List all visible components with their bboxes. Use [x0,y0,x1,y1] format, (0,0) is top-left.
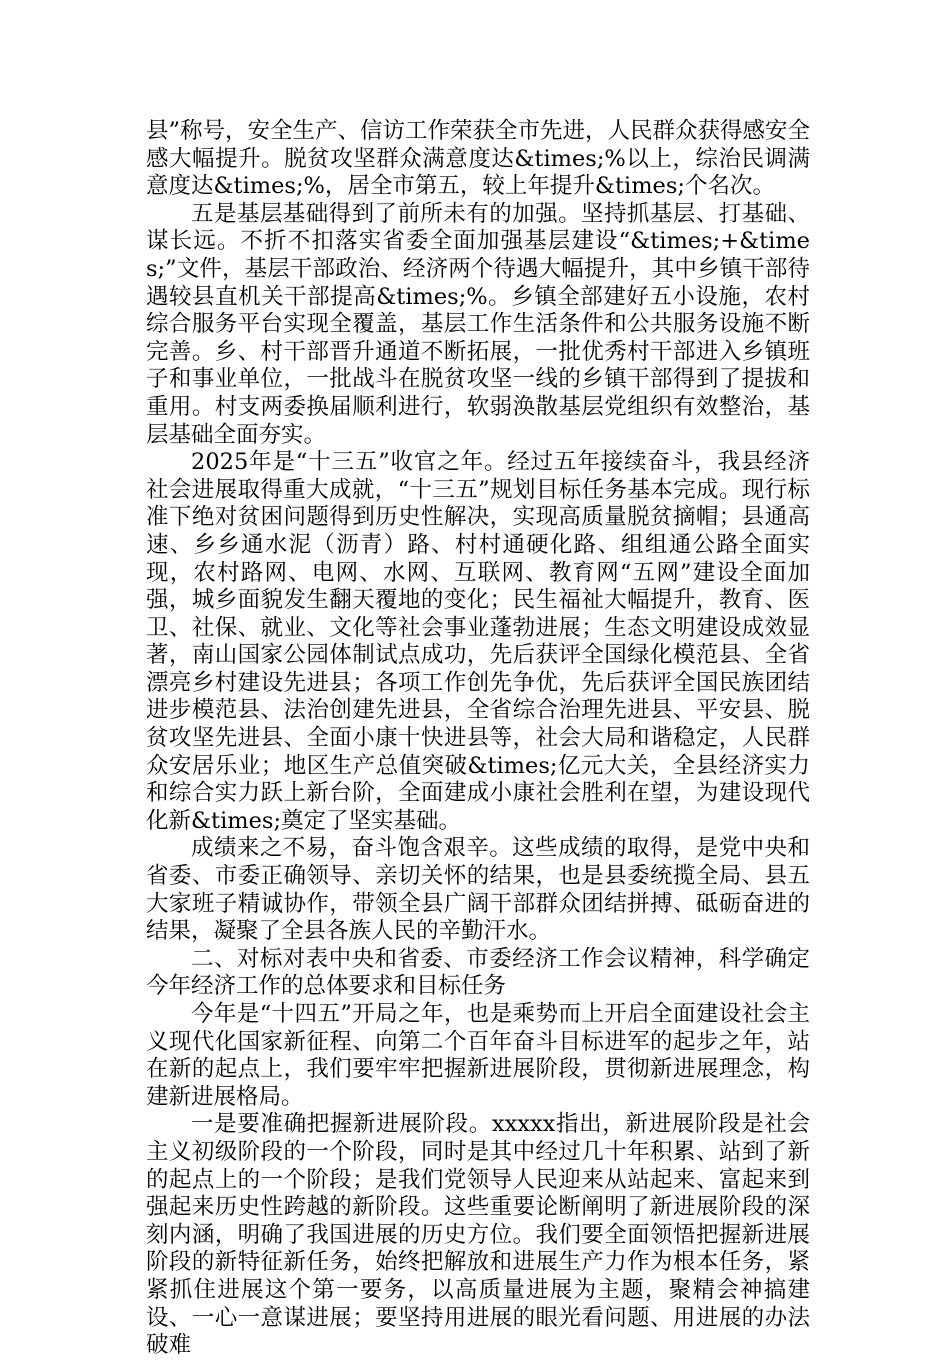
paragraph-achievements-credit: 成绩来之不易，奋斗饱含艰辛。这些成绩的取得，是党中央和省委、市委正确领导、亲切关怀的结果，也是县委统揽全局、县五大家班子精诚协作，带领全县广阔干部群众团结拼搏、砥砺奋进的结果，凝聚了全县各族人民的辛勤汗水。 [146,835,810,945]
paragraph-13th-five-year-summary: 2025年是“十三五”收官之年。经过五年接续奋斗，我县经济社会进展取得重大成就，“十三五”规划目标任务基本完成。现行标准下绝对贫困问题得到历史性解决，实现高质量脱贫摘帽；县通高速、乡乡通水泥（沥青）路、村村通硬化路、组组通公路全面实现，农村路网、电网、水网、互联网、教育网“五网”建设全面加强，城乡面貌发生翻天覆地的变化；民生福祉大幅提升，教育、医卫、社保、就业、文化等社会事业蓬勃进展；生态文明建设成效显著，南山国家公园体制试点成功，先后获评全国绿化模范县、全省漂亮乡村建设先进县；各项工作创先争优，先后获评全国民族团结进步模范县、法治创建先进县，全省综合治理先进县、平安县、脱贫攻坚先进县、全面小康十快进县等，社会大局和谐稳定，人民群众安居乐业；地区生产总值突破&times;亿元大关，全县经济实力和综合实力跃上新台阶，全面建成小康社会胜利在望，为建设现代化新&times;奠定了坚实基础。 [146,449,810,834]
paragraph-grassroots-foundation: 五是基层基础得到了前所未有的加强。坚持抓基层、打基础、谋长远。不折不扣落实省委全面加强基层建设“&times;+&times;”文件，基层干部政治、经济两个待遇大幅提升，其中乡镇干部待遇较县直机关干部提高&times;%。乡镇全部建好五小设施，农村综合服务平台实现全覆盖，基层工作生活条件和公共服务设施不断完善。乡、村干部晋升通道不断拓展，一批优秀村干部进入乡镇班子和事业单位，一批战斗在脱贫攻坚一线的乡镇干部得到了提拔和重用。村支两委换届顺利进行，软弱涣散基层党组织有效整治，基层基础全面夯实。 [146,200,810,448]
paragraph-new-development-stage: 一是要准确把握新进展阶段。xxxxx指出，新进展阶段是社会主义初级阶段的一个阶段，同时是其中经过几十年积累、站到了新的起点上的一个阶段；是我们党领导人民迎来从站起来、富起来到强起来历史性跨越的新阶段。这些重要论断阐明了新进展阶段的深刻内涵，明确了我国进展的历史方位。我们要全面领悟把握新进展阶段的新特征新任务，始终把解放和进展生产力作为根本任务，紧紧抓住进展这个第一要务，以高质量进展为主题，聚精会神搞建设、一心一意谋进展；要坚持用进展的眼光看问题、用进展的办法破难 [146,1111,810,1359]
section-heading-two: 二、对标对表中央和省委、市委经济工作会议精神，科学确定今年经济工作的总体要求和目标任务 [146,945,810,1000]
paragraph-county-honors: 县”称号，安全生产、信访工作荣获全市先进，人民群众获得感安全感大幅提升。脱贫攻坚群众满意度达&times;%以上，综治民调满意度达&times;%，居全市第五，较上年提升&times;个名次。 [146,118,811,200]
paragraph-14th-five-year-start: 今年是“十四五”开局之年，也是乘势而上开启全面建设社会主义现代化国家新征程、向第二个百年奋斗目标进军的起步之年，站在新的起点上，我们要牢牢把握新进展阶段，贯彻新进展理念，构建新进展格局。 [146,1001,810,1110]
document-page [146,118,810,1360]
